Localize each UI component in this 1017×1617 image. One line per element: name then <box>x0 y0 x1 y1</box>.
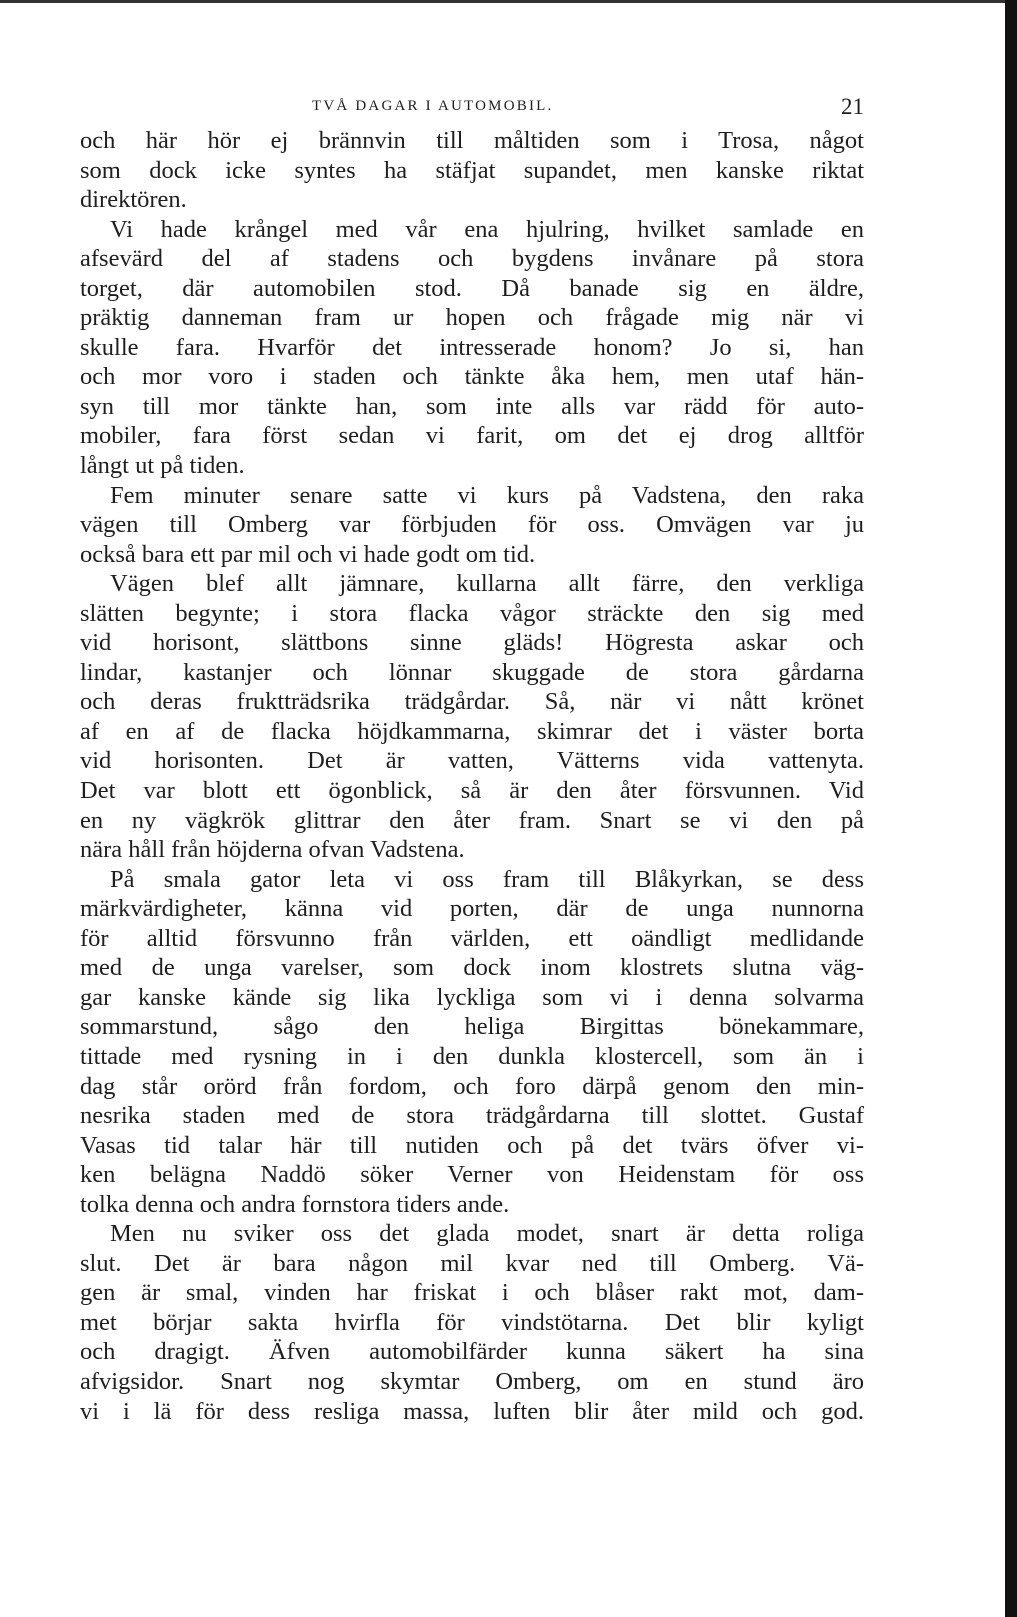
text-line: med de unga varelser, som dock inom klostrets slutna väg- <box>80 954 864 982</box>
text-line: nesrika staden med de stora trädgårdarna till slottet. Gustaf <box>80 1102 864 1130</box>
text-line: och dragigt. Äfven automobilfärder kunna säkert ha sina <box>80 1338 864 1366</box>
text-line: Vasas tid talar här till nutiden och på det tvärs öfver vi- <box>80 1131 864 1159</box>
text-line: gen är smal, vinden har friskat i och blåser rakt mot, dam- <box>80 1279 864 1307</box>
running-title: TVÅ DAGAR I AUTOMOBIL. <box>312 98 554 114</box>
text-line: nära håll från höjderna ofvan Vadstena. <box>80 836 465 864</box>
text-line: lindar, kastanjer och lönnar skuggade de stora gårdarna <box>80 658 864 686</box>
text-line: tittade med rysning in i den dunkla klostercell, som än i <box>80 1042 864 1070</box>
text-line: vid horisonten. Det är vatten, Vätterns vida vattenyta. <box>80 747 864 775</box>
text-line: sommarstund, sågo den heliga Birgittas bönekammare, <box>80 1013 864 1041</box>
text-line: som dock icke syntes ha stäfjat supandet, men kanske riktat <box>80 156 864 184</box>
scan-right-edge <box>1005 0 1017 1617</box>
text-line: ken belägna Naddö söker Verner von Heidenstam för oss <box>80 1161 864 1189</box>
text-line: också bara ett par mil och vi hade godt om tid. <box>80 540 536 568</box>
running-head <box>80 92 864 126</box>
text-line: slut. Det är bara någon mil kvar ned till Omberg. Vä- <box>80 1249 864 1277</box>
text-line: direktören. <box>80 186 187 214</box>
text-line: en ny vägkrök glittrar den åter fram. Snart se vi den på <box>80 806 864 834</box>
text-line: märkvärdigheter, känna vid porten, där de unga nunnorna <box>80 895 864 923</box>
text-line: för alltid försvunno från världen, ett oändligt medlidande <box>80 924 864 952</box>
text-line: skulle fara. Hvarför det intresserade honom? Jo si, han <box>80 333 864 361</box>
text-line: met börjar sakta hvirfla för vindstötarna. Det blir kyligt <box>80 1308 864 1336</box>
text-line: vägen till Omberg var förbjuden för oss. Omvägen var ju <box>80 511 864 539</box>
book-page <box>80 92 864 1426</box>
text-line: vi i lä för dess resliga massa, luften blir åter mild och god. <box>80 1397 864 1425</box>
scan-top-edge <box>0 0 1005 3</box>
text-line: afsevärd del af stadens och bygdens invånare på stora <box>80 245 864 273</box>
text-line: och här hör ej brännvin till måltiden som i Trosa, något <box>80 127 864 154</box>
text-line: torget, där automobilen stod. Då banade sig en äldre, <box>80 274 864 302</box>
text-line: och mor voro i staden och tänkte åka hem, men utaf hän- <box>80 363 864 391</box>
text-line: På smala gator leta vi oss fram till Blåkyrkan, se dess <box>110 865 864 893</box>
text-line: Det var blott ett ögonblick, så är den åter försvunnen. Vid <box>80 777 864 805</box>
text-line: präktig danneman fram ur hopen och frågade mig när vi <box>80 304 864 332</box>
text-line: gar kanske kände sig lika lyckliga som vi i denna solvarma <box>80 983 864 1011</box>
text-line: mobiler, fara först sedan vi farit, om det ej drog alltför <box>80 422 864 450</box>
text-line: Vägen blef allt jämnare, kullarna allt färre, den verkliga <box>110 570 864 598</box>
text-line: långt ut på tiden. <box>80 452 245 480</box>
text-line: och deras fruktträdsrika trädgårdar. Så, när vi nått krönet <box>80 688 864 716</box>
text-body <box>80 126 864 1426</box>
text-line: syn till mor tänkte han, som inte alls var rädd för auto- <box>80 392 864 420</box>
text-line: tolka denna och andra fornstora tiders ande. <box>80 1190 510 1218</box>
text-line: vid horisont, slättbons sinne gläds! Högresta askar och <box>80 629 864 657</box>
text-line: Vi hade krångel med vår ena hjulring, hvilket samlade en <box>110 215 864 243</box>
text-line: slätten begynte; i stora flacka vågor sträckte den sig med <box>80 599 864 627</box>
page-number: 21 <box>841 94 864 119</box>
text-line: Fem minuter senare satte vi kurs på Vadstena, den raka <box>110 481 864 509</box>
text-line: Men nu sviker oss det glada modet, snart är detta roliga <box>110 1220 864 1248</box>
text-line: dag står orörd från fordom, och foro därpå genom den min- <box>80 1072 864 1100</box>
text-line: afvigsidor. Snart nog skymtar Omberg, om en stund äro <box>80 1367 864 1395</box>
text-line: af en af de flacka höjdkammarna, skimrar det i väster borta <box>80 717 864 745</box>
